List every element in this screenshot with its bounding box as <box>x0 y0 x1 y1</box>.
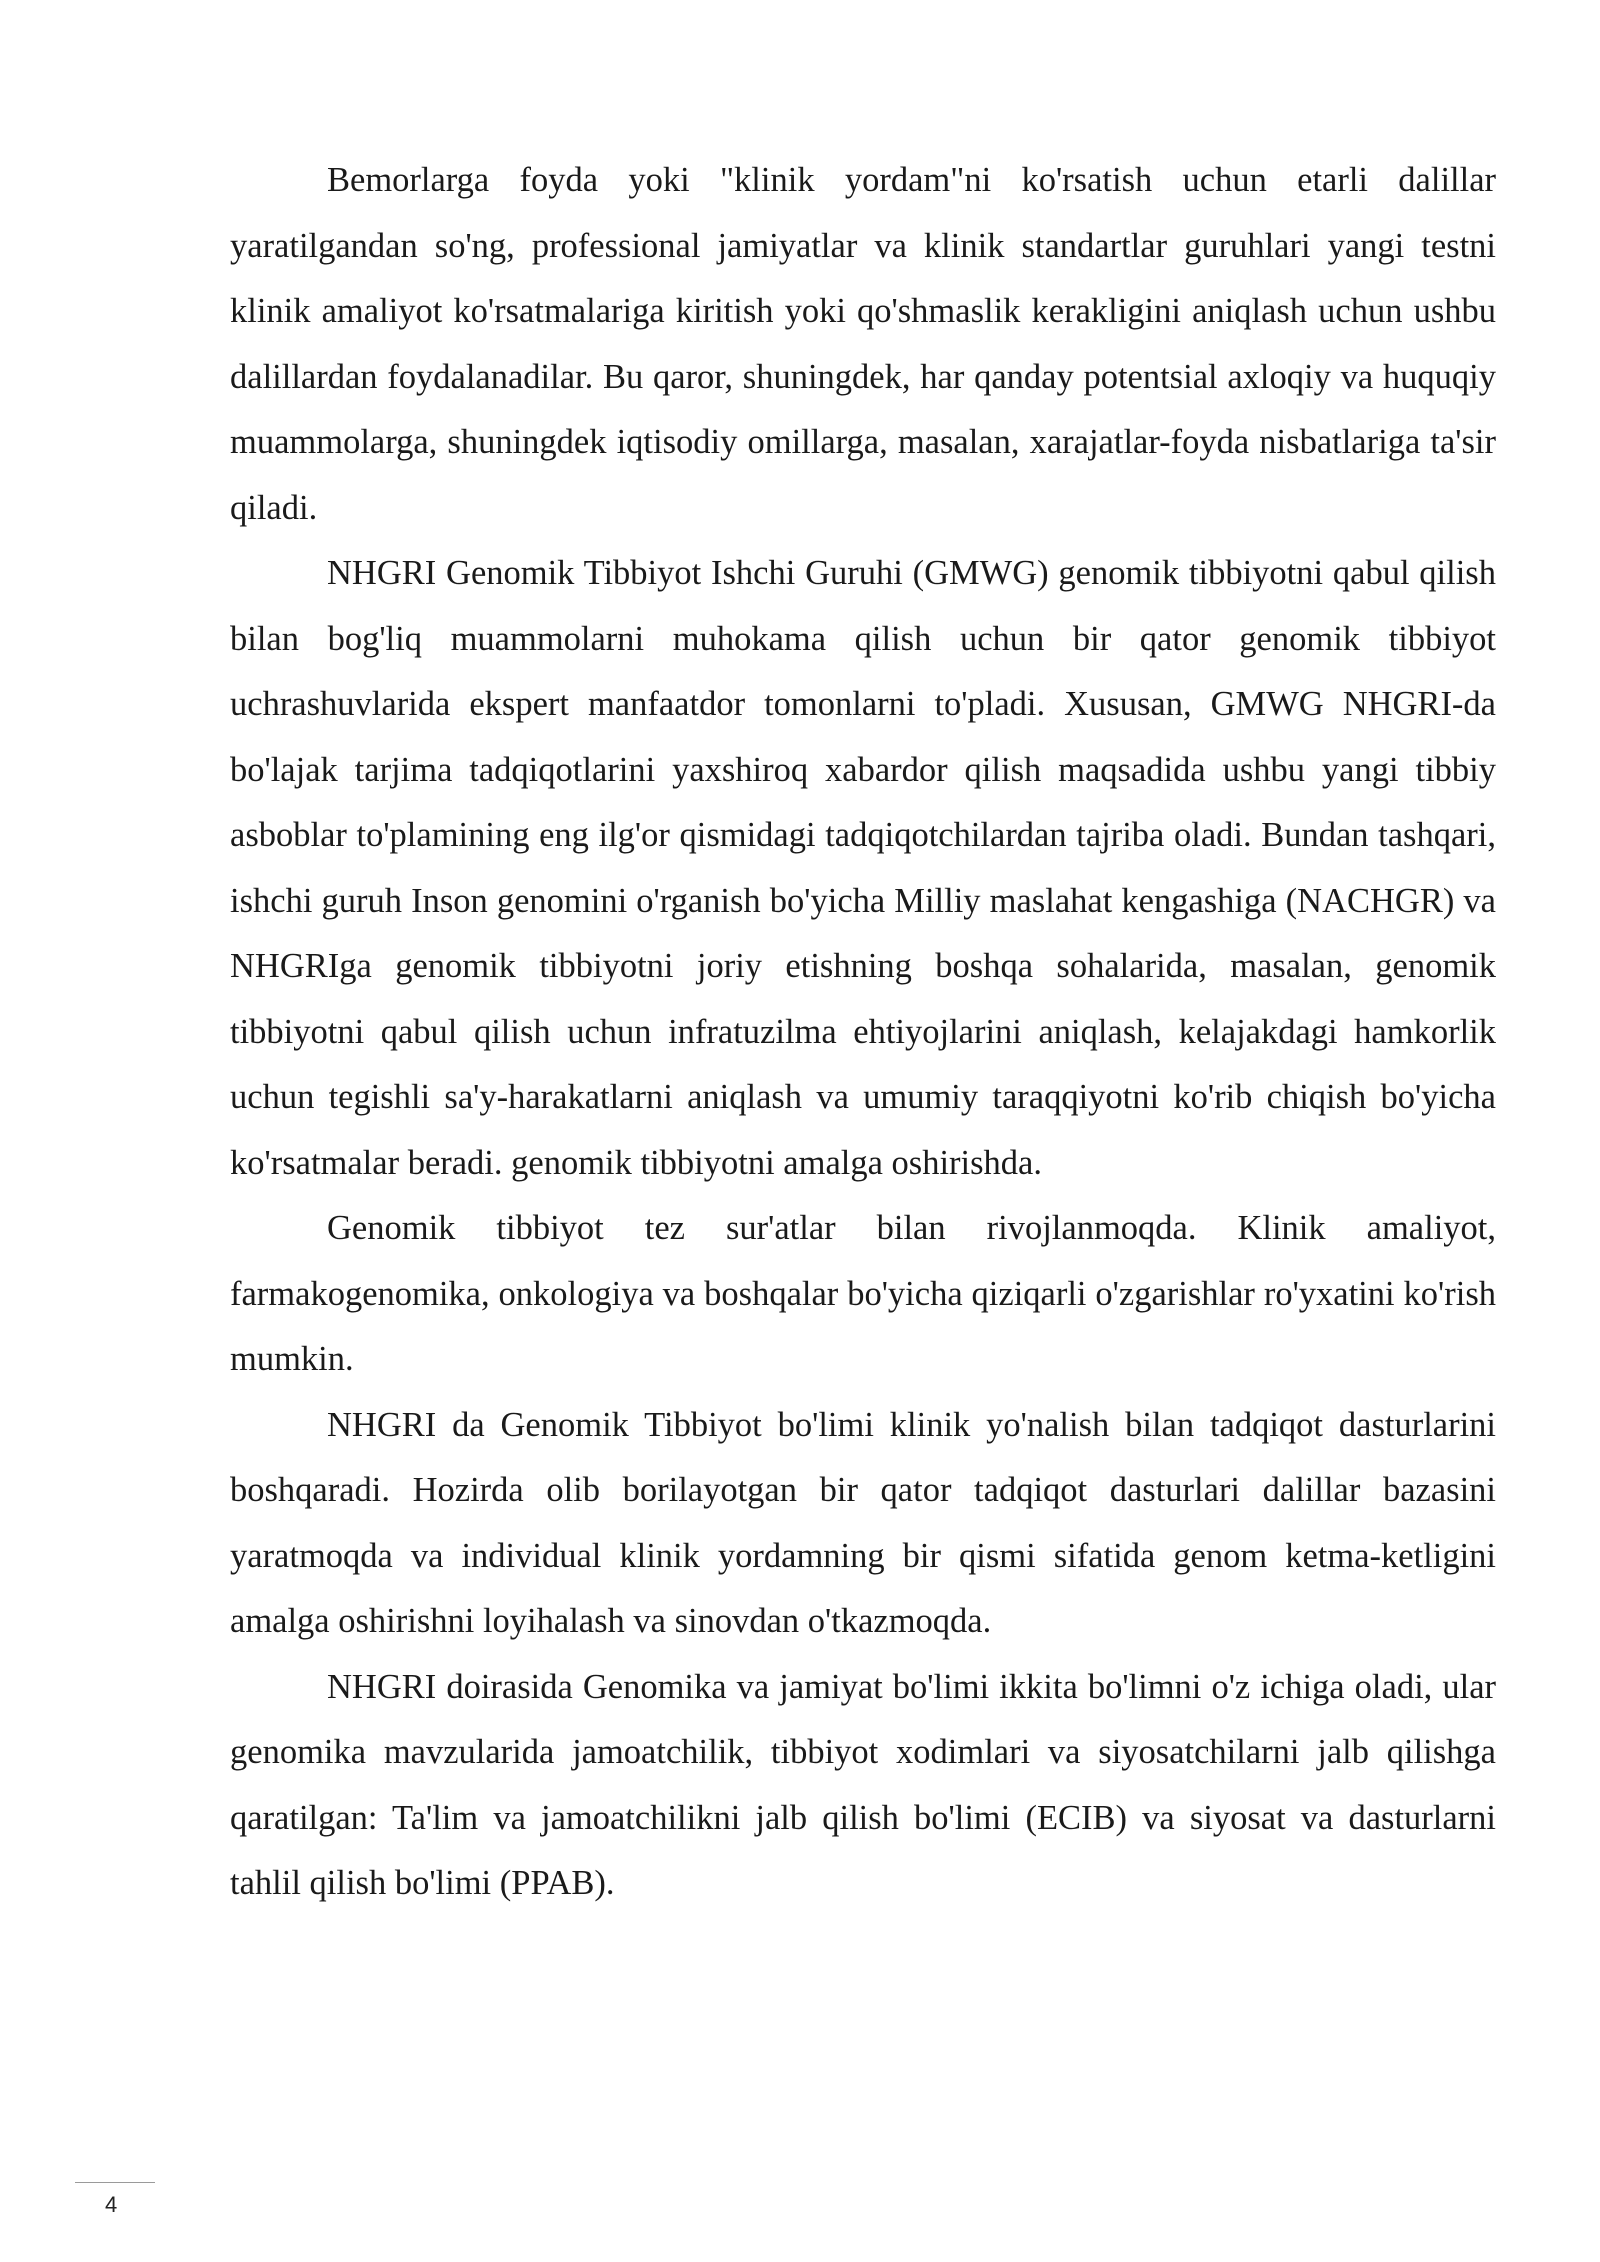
paragraph: Bemorlarga foyda yoki "klinik yordam"ni ko'rsatish uchun etarli dalillar yaratilgandan so'ng, professional jamiyatlar va klinik standartlar guruhlari yangi testni klinik amaliyot ko'rsatmalariga kiritish yoki qo'shmaslik kerakligini aniqlash uchun ushbu dalillardan foydalanadilar. Bu qaror, shuningdek, har qanday potentsial axloqiy va huquqiy muammolarga, shuningdek iqtisodiy omillarga, masalan, xarajatlar-foyda nisbatlariga ta'sir qiladi. <box>230 161 1496 527</box>
document-body <box>230 148 1496 1917</box>
page-number: 4 <box>105 2192 118 2217</box>
paragraph: NHGRI Genomik Tibbiyot Ishchi Guruhi (GMWG) genomik tibbiyotni qabul qilish bilan bog'liq muammolarni muhokama qilish uchun bir qator genomik tibbiyot uchrashuvlarida ekspert manfaatdor tomonlarni to'pladi. Xususan, GMWG NHGRI-da bo'lajak tarjima tadqiqotlarini yaxshiroq xabardor qilish maqsadida ushbu yangi tibbiy asboblar to'plamining eng ilg'or qismidagi tadqiqotchilardan tajriba oladi. Bundan tashqari, ishchi guruh Inson genomini o'rganish bo'yicha Milliy maslahat kengashiga (NACHGR) va NHGRIga genomik tibbiyotni joriy etishning boshqa sohalarida, masalan, genomik tibbiyotni qabul qilish uchun infratuzilma ehtiyojlarini aniqlash, kelajakdagi hamkorlik uchun tegishli sa'y-harakatlarni aniqlash va umumiy taraqqiyotni ko'rib chiqish bo'yicha ko'rsatmalar beradi. genomik tibbiyotni amalga oshirishda. <box>230 554 1496 1182</box>
footer-divider <box>75 2182 155 2183</box>
paragraph: NHGRI doirasida Genomika va jamiyat bo'limi ikkita bo'limni o'z ichiga oladi, ular genomika mavzularida jamoatchilik, tibbiyot xodimlari va siyosatchilarni jalb qilishga qaratilgan: Ta'lim va jamoatchilikni jalb qilish bo'limi (ECIB) va siyosat va dasturlarni tahlil qilish bo'limi (PPAB). <box>230 1667 1496 1902</box>
paragraph: NHGRI da Genomik Tibbiyot bo'limi klinik yo'nalish bilan tadqiqot dasturlarini boshqaradi. Hozirda olib borilayotgan bir qator tadqiqot dasturlari dalillar bazasini yaratmoqda va individual klinik yordamning bir qismi sifatida genom ketma-ketligini amalga oshirishni loyihalash va sinovdan o'tkazmoqda. <box>230 1405 1496 1640</box>
paragraph: Genomik tibbiyot tez sur'atlar bilan rivojlanmoqda. Klinik amaliyot, farmakogenomika, onkologiya va boshqalar bo'yicha qiziqarli o'zgarishlar ro'yxatini ko'rish mumkin. <box>230 1209 1496 1378</box>
